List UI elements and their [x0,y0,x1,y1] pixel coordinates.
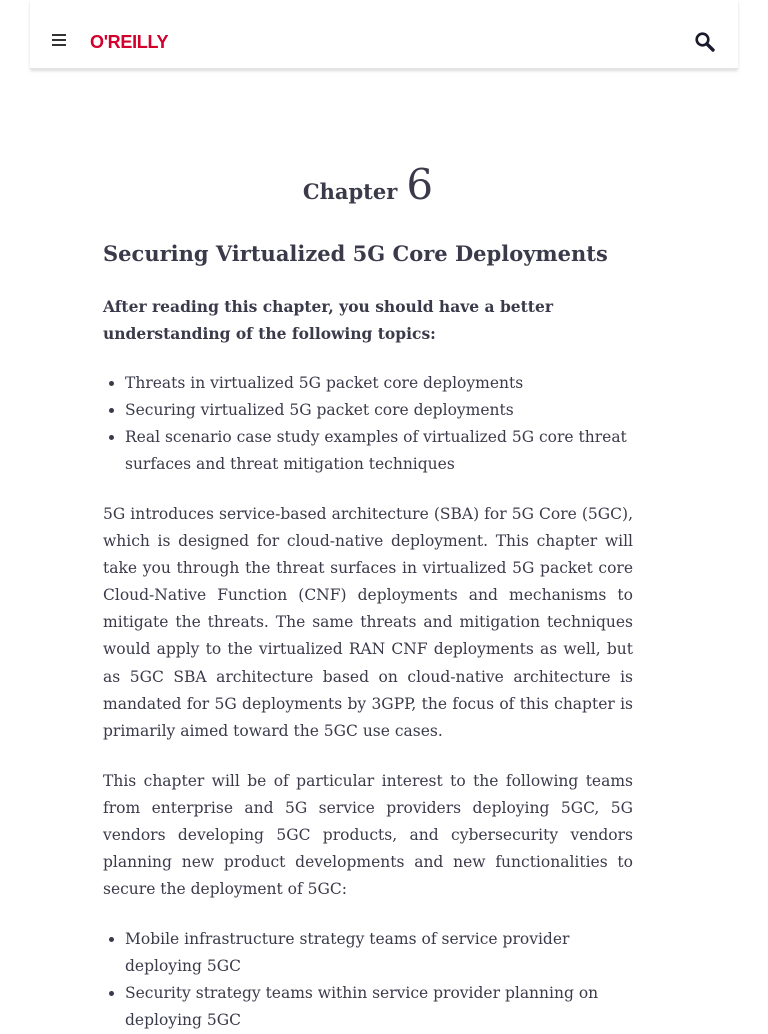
topics-list [103,370,633,478]
list-item: • Mobile infrastructure strategy teams of service provider deploying 5GC [125,926,633,980]
top-navigation-bar [30,0,738,69]
chapter-content [103,150,633,1034]
chapter-intro: After reading this chapter, you should have a better understanding of the following topics: [103,297,553,343]
list-item: • Securing virtualized 5G packet core deployments [125,397,633,424]
list-item: • Threats in virtualized 5G packet core deployments [125,370,633,397]
search-icon[interactable] [694,31,716,53]
body-paragraph: 5G introduces service-based architecture (SBA) for 5G Core (5GC), which is designed for cloud-native deployment. This chapter will take you through the threat surfaces in virtualized 5G packet core Cloud-Native Function (CNF) deployments and mechanisms to mitigate the threats. The same threats and mitigation techniques would apply to the virtualized RAN CNF deployments as well, but as 5GC SBA architecture based on cloud-native architecture is mandated for 5G deployments by 3GPP, the focus of this chapter is primarily aimed toward the 5GC use cases. [103,505,633,740]
chapter-title: Securing Virtualized 5G Core Deployments [103,241,608,266]
chapter-heading [103,150,633,220]
list-item: • Security strategy teams within service provider planning on deploying 5GC [125,980,633,1034]
body-paragraph: This chapter will be of particular interest to the following teams from enterprise and 5G service providers deploying 5GC, 5G vendors developing 5GC products, and cybersecurity vendors planning new product developments and new functionalities to secure the deployment of 5GC: [103,771,633,899]
chapter-label: Chapter [302,179,398,204]
chapter-number: 6 [406,160,434,209]
teams-list [103,926,633,1034]
oreilly-logo[interactable]: O'REILLY [90,32,169,52]
hamburger-menu-icon[interactable] [52,34,66,46]
list-item: • Real scenario case study examples of virtualized 5G core threat surfaces and threat mitigation techniques [125,424,633,478]
